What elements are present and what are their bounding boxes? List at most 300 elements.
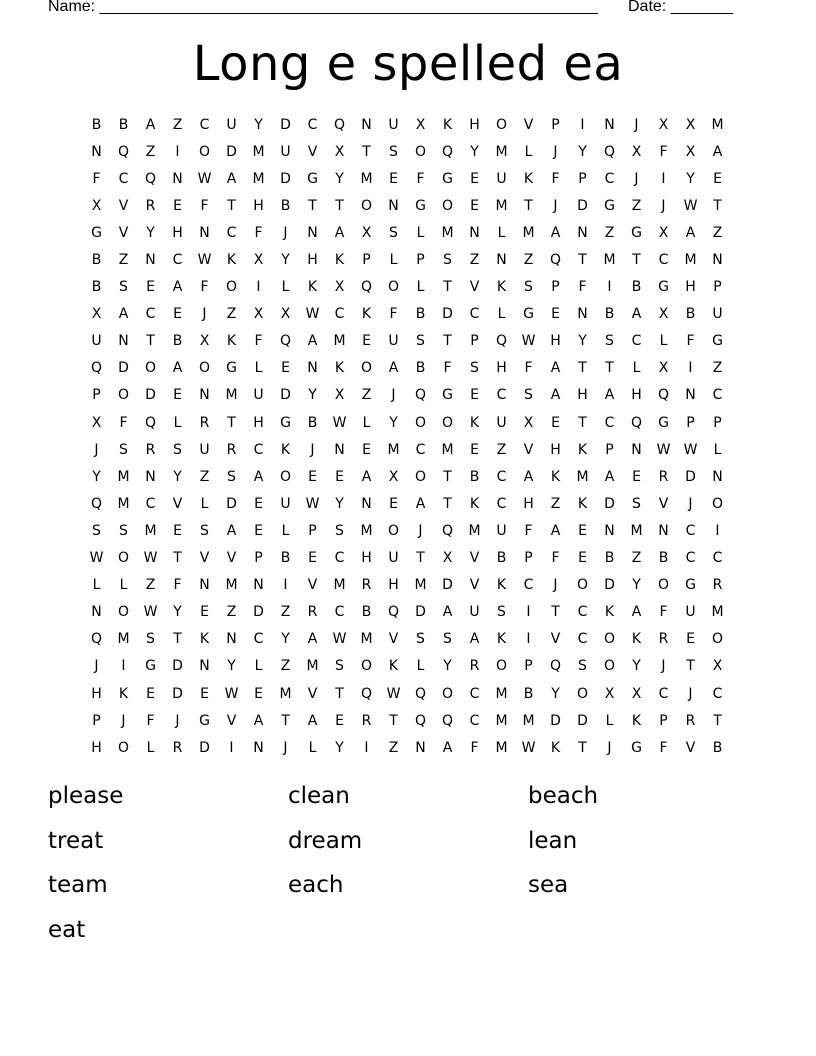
grid-letter: G bbox=[604, 197, 615, 214]
grid-letter: B bbox=[415, 306, 426, 323]
grid-letter: C bbox=[658, 252, 669, 269]
grid-letter: O bbox=[198, 360, 211, 377]
grid-letter: N bbox=[334, 441, 345, 458]
grid-letter: O bbox=[576, 685, 589, 702]
grid-letter: L bbox=[389, 252, 398, 269]
grid-letter: E bbox=[713, 170, 722, 187]
grid-letter: S bbox=[605, 333, 614, 350]
grid-letter: X bbox=[685, 116, 696, 133]
grid-letter: N bbox=[361, 495, 372, 512]
word-bank-item: eat bbox=[48, 916, 86, 943]
grid-letter: Y bbox=[335, 495, 344, 512]
grid-letter: N bbox=[199, 387, 210, 404]
grid-letter: B bbox=[469, 468, 480, 485]
grid-letter: N bbox=[199, 577, 210, 594]
grid-letter: W bbox=[656, 441, 671, 458]
grid-letter: X bbox=[253, 252, 264, 269]
grid-letter: N bbox=[91, 143, 102, 160]
grid-letter: T bbox=[578, 252, 587, 269]
grid-letter: D bbox=[145, 387, 156, 404]
grid-letter: U bbox=[469, 604, 480, 621]
grid-letter: O bbox=[360, 658, 373, 675]
grid-letter: K bbox=[226, 252, 237, 269]
grid-letter: C bbox=[712, 550, 723, 567]
grid-letter: A bbox=[550, 360, 561, 377]
grid-letter: E bbox=[551, 306, 560, 323]
grid-letter: A bbox=[307, 333, 318, 350]
grid-letter: O bbox=[441, 685, 454, 702]
grid-letter: C bbox=[604, 414, 615, 431]
grid-letter: S bbox=[443, 252, 452, 269]
grid-letter: N bbox=[685, 387, 696, 404]
grid-letter: B bbox=[604, 550, 615, 567]
grid-letter: A bbox=[361, 468, 372, 485]
grid-letter: C bbox=[469, 685, 480, 702]
grid-letter: A bbox=[172, 360, 183, 377]
grid-letter: H bbox=[496, 360, 507, 377]
grid-letter: T bbox=[524, 197, 533, 214]
grid-letter: O bbox=[279, 468, 292, 485]
grid-letter: M bbox=[279, 685, 292, 702]
grid-letter: L bbox=[632, 360, 641, 377]
grid-letter: D bbox=[226, 143, 237, 160]
grid-letter: U bbox=[496, 170, 507, 187]
grid-letter: H bbox=[685, 279, 696, 296]
grid-letter: C bbox=[172, 252, 183, 269]
grid-letter: L bbox=[416, 224, 425, 241]
grid-letter: Y bbox=[632, 658, 641, 675]
grid-letter: L bbox=[497, 306, 506, 323]
grid-letter: F bbox=[551, 550, 560, 567]
grid-letter: D bbox=[415, 604, 426, 621]
grid-letter: E bbox=[578, 550, 587, 567]
grid-letter: W bbox=[683, 441, 698, 458]
grid-letter: N bbox=[172, 170, 183, 187]
grid-letter: J bbox=[661, 658, 666, 675]
grid-letter: K bbox=[577, 441, 588, 458]
grid-letter: S bbox=[416, 631, 425, 648]
grid-letter: T bbox=[443, 495, 452, 512]
grid-letter: M bbox=[117, 631, 130, 648]
grid-letter: X bbox=[523, 414, 534, 431]
grid-letter: T bbox=[686, 658, 695, 675]
grid-letter: F bbox=[200, 279, 209, 296]
grid-letter: M bbox=[495, 712, 508, 729]
grid-letter: J bbox=[634, 116, 639, 133]
grid-letter: V bbox=[118, 224, 129, 241]
grid-letter: K bbox=[604, 604, 615, 621]
grid-letter: X bbox=[280, 306, 291, 323]
grid-letter: H bbox=[172, 224, 183, 241]
grid-letter: X bbox=[361, 224, 372, 241]
grid-letter: N bbox=[253, 739, 264, 756]
grid-letter: M bbox=[252, 143, 265, 160]
grid-letter: Q bbox=[414, 712, 427, 729]
grid-letter: Y bbox=[227, 658, 236, 675]
grid-letter: U bbox=[712, 306, 723, 323]
grid-letter: R bbox=[361, 577, 372, 594]
grid-letter: C bbox=[334, 550, 345, 567]
grid-letter: J bbox=[391, 387, 396, 404]
grid-letter: P bbox=[524, 658, 533, 675]
grid-letter: M bbox=[306, 658, 319, 675]
grid-letter: P bbox=[713, 279, 722, 296]
grid-letter: C bbox=[685, 522, 696, 539]
grid-letter: H bbox=[91, 739, 102, 756]
grid-letter: E bbox=[470, 197, 479, 214]
grid-letter: T bbox=[416, 550, 425, 567]
grid-letter: L bbox=[524, 143, 533, 160]
grid-letter: K bbox=[523, 170, 534, 187]
grid-letter: C bbox=[334, 306, 345, 323]
grid-letter: J bbox=[553, 197, 558, 214]
grid-letter: X bbox=[334, 279, 345, 296]
grid-letter: Y bbox=[146, 224, 155, 241]
grid-letter: I bbox=[607, 279, 612, 296]
grid-letter: G bbox=[685, 577, 696, 594]
grid-letter: Q bbox=[360, 279, 373, 296]
grid-letter: S bbox=[524, 279, 533, 296]
grid-letter: Y bbox=[335, 739, 344, 756]
grid-letter: N bbox=[361, 116, 372, 133]
grid-letter: F bbox=[659, 739, 668, 756]
grid-letter: S bbox=[632, 495, 641, 512]
grid-letter: Y bbox=[389, 414, 398, 431]
grid-letter: A bbox=[307, 712, 318, 729]
grid-letter: F bbox=[389, 306, 398, 323]
grid-letter: O bbox=[387, 522, 400, 539]
grid-letter: B bbox=[307, 414, 318, 431]
grid-letter: F bbox=[254, 224, 263, 241]
grid-letter: C bbox=[604, 170, 615, 187]
grid-letter: Z bbox=[199, 468, 210, 485]
grid-letter: S bbox=[578, 658, 587, 675]
grid-letter: M bbox=[441, 224, 454, 241]
grid-letter: Q bbox=[144, 414, 157, 431]
grid-letter: G bbox=[442, 170, 453, 187]
grid-letter: K bbox=[469, 414, 480, 431]
grid-letter: W bbox=[197, 252, 212, 269]
grid-letter: H bbox=[91, 685, 102, 702]
grid-letter: Q bbox=[549, 252, 562, 269]
grid-letter: P bbox=[551, 279, 560, 296]
grid-letter: T bbox=[335, 685, 344, 702]
grid-letter: J bbox=[661, 197, 666, 214]
grid-letter: W bbox=[305, 306, 320, 323]
grid-letter: P bbox=[713, 414, 722, 431]
grid-letter: I bbox=[256, 279, 261, 296]
grid-letter: Z bbox=[712, 224, 723, 241]
grid-letter: Z bbox=[631, 197, 642, 214]
grid-letter: W bbox=[332, 414, 347, 431]
grid-letter: T bbox=[578, 739, 587, 756]
grid-letter: G bbox=[631, 224, 642, 241]
grid-letter: B bbox=[280, 550, 291, 567]
grid-letter: Z bbox=[523, 252, 534, 269]
grid-letter: K bbox=[496, 577, 507, 594]
grid-letter: Z bbox=[361, 387, 372, 404]
grid-letter: A bbox=[145, 116, 156, 133]
grid-letter: M bbox=[684, 252, 697, 269]
grid-letter: F bbox=[686, 333, 695, 350]
grid-letter: D bbox=[172, 685, 183, 702]
grid-letter: T bbox=[173, 631, 182, 648]
grid-letter: L bbox=[92, 577, 101, 594]
grid-letter: D bbox=[577, 712, 588, 729]
grid-letter: D bbox=[550, 712, 561, 729]
grid-letter: K bbox=[550, 468, 561, 485]
grid-letter: E bbox=[200, 604, 209, 621]
grid-letter: I bbox=[526, 604, 531, 621]
grid-letter: C bbox=[334, 604, 345, 621]
grid-letter: Y bbox=[578, 333, 587, 350]
grid-letter: X bbox=[658, 116, 669, 133]
grid-letter: Z bbox=[604, 224, 615, 241]
grid-letter: S bbox=[119, 279, 128, 296]
grid-letter: S bbox=[389, 224, 398, 241]
grid-letter: C bbox=[712, 387, 723, 404]
grid-letter: N bbox=[307, 360, 318, 377]
grid-letter: E bbox=[362, 333, 371, 350]
grid-letter: O bbox=[387, 279, 400, 296]
grid-letter: X bbox=[631, 685, 642, 702]
grid-letter: M bbox=[252, 170, 265, 187]
grid-letter: T bbox=[389, 712, 398, 729]
grid-letter: S bbox=[92, 522, 101, 539]
grid-letter: G bbox=[658, 414, 669, 431]
grid-letter: X bbox=[91, 414, 102, 431]
grid-letter: D bbox=[685, 468, 696, 485]
grid-letter: O bbox=[603, 631, 616, 648]
grid-letter: S bbox=[119, 441, 128, 458]
grid-letter: Z bbox=[280, 658, 291, 675]
grid-letter: E bbox=[173, 522, 182, 539]
grid-letter: F bbox=[119, 414, 128, 431]
word-bank-item: dream bbox=[288, 827, 363, 854]
grid-letter: F bbox=[254, 333, 263, 350]
grid-letter: V bbox=[523, 441, 534, 458]
grid-letter: T bbox=[551, 604, 560, 621]
grid-letter: W bbox=[305, 495, 320, 512]
grid-letter: Y bbox=[281, 631, 290, 648]
grid-letter: X bbox=[631, 143, 642, 160]
grid-letter: F bbox=[146, 712, 155, 729]
grid-letter: Y bbox=[551, 685, 560, 702]
grid-letter: X bbox=[334, 387, 345, 404]
grid-letter: M bbox=[711, 116, 724, 133]
grid-letter: O bbox=[360, 197, 373, 214]
grid-letter: V bbox=[307, 577, 318, 594]
grid-letter: K bbox=[226, 333, 237, 350]
grid-letter: K bbox=[118, 685, 129, 702]
grid-letter: U bbox=[199, 441, 210, 458]
grid-letter: R bbox=[145, 197, 156, 214]
grid-letter: F bbox=[551, 170, 560, 187]
grid-letter: F bbox=[92, 170, 101, 187]
grid-letter: Q bbox=[549, 658, 562, 675]
grid-letter: E bbox=[335, 468, 344, 485]
grid-letter: I bbox=[175, 143, 180, 160]
grid-letter: T bbox=[713, 197, 722, 214]
grid-letter: Z bbox=[280, 604, 291, 621]
grid-letter: N bbox=[307, 224, 318, 241]
page-title: Long e spelled ea bbox=[192, 36, 624, 92]
grid-letter: I bbox=[661, 170, 666, 187]
grid-letter: E bbox=[470, 441, 479, 458]
grid-letter: P bbox=[92, 712, 101, 729]
grid-letter: E bbox=[470, 387, 479, 404]
grid-letter: M bbox=[360, 170, 373, 187]
grid-letter: Z bbox=[226, 306, 237, 323]
grid-letter: E bbox=[389, 170, 398, 187]
grid-letter: M bbox=[495, 739, 508, 756]
grid-letter: O bbox=[441, 197, 454, 214]
grid-letter: T bbox=[578, 360, 587, 377]
grid-letter: X bbox=[253, 306, 264, 323]
grid-letter: M bbox=[117, 495, 130, 512]
grid-letter: O bbox=[603, 658, 616, 675]
grid-letter: A bbox=[604, 387, 615, 404]
grid-letter: R bbox=[226, 441, 237, 458]
grid-letter: Y bbox=[308, 387, 317, 404]
grid-letter: E bbox=[173, 197, 182, 214]
grid-letter: K bbox=[577, 495, 588, 512]
grid-letter: A bbox=[118, 306, 129, 323]
grid-letter: Q bbox=[279, 333, 292, 350]
grid-letter: N bbox=[226, 631, 237, 648]
grid-letter: M bbox=[333, 577, 346, 594]
grid-letter: M bbox=[468, 522, 481, 539]
grid-letter: Z bbox=[631, 550, 642, 567]
grid-letter: B bbox=[685, 306, 696, 323]
grid-letter: Y bbox=[470, 143, 479, 160]
grid-letter: F bbox=[659, 604, 668, 621]
grid-letter: H bbox=[550, 441, 561, 458]
grid-letter: X bbox=[91, 197, 102, 214]
grid-letter: J bbox=[553, 143, 558, 160]
grid-letter: Z bbox=[172, 116, 183, 133]
grid-letter: P bbox=[416, 252, 425, 269]
word-bank bbox=[48, 776, 788, 954]
grid-letter: R bbox=[361, 712, 372, 729]
grid-letter: A bbox=[172, 279, 183, 296]
grid-letter: O bbox=[117, 387, 130, 404]
grid-letter: C bbox=[307, 116, 318, 133]
grid-letter: S bbox=[416, 333, 425, 350]
grid-letter: Q bbox=[441, 522, 454, 539]
grid-letter: C bbox=[415, 441, 426, 458]
grid-letter: O bbox=[144, 360, 157, 377]
grid-letter: M bbox=[117, 468, 130, 485]
grid-letter: M bbox=[711, 604, 724, 621]
grid-letter: E bbox=[146, 685, 155, 702]
grid-letter: J bbox=[283, 739, 288, 756]
grid-letter: V bbox=[550, 631, 561, 648]
grid-letter: L bbox=[308, 739, 317, 756]
grid-letter: D bbox=[442, 306, 453, 323]
grid-letter: E bbox=[281, 360, 290, 377]
grid-letter: D bbox=[280, 116, 291, 133]
grid-letter: U bbox=[280, 495, 291, 512]
grid-letter: C bbox=[145, 306, 156, 323]
grid-letter: E bbox=[308, 550, 317, 567]
grid-letter: T bbox=[308, 197, 317, 214]
grid-letter: P bbox=[659, 712, 668, 729]
grid-letter: K bbox=[496, 631, 507, 648]
grid-letter: S bbox=[227, 468, 236, 485]
grid-letter: S bbox=[173, 441, 182, 458]
grid-letter: N bbox=[199, 224, 210, 241]
grid-letter: J bbox=[418, 522, 423, 539]
grid-letter: Q bbox=[360, 685, 373, 702]
grid-letter: H bbox=[388, 577, 399, 594]
grid-letter: S bbox=[335, 658, 344, 675]
word-bank-item: please bbox=[48, 783, 124, 809]
grid-letter: G bbox=[91, 224, 102, 241]
grid-letter: Q bbox=[441, 143, 454, 160]
word-bank-item: team bbox=[48, 872, 108, 898]
grid-letter: B bbox=[712, 739, 723, 756]
grid-letter: D bbox=[280, 170, 291, 187]
grid-letter: L bbox=[416, 658, 425, 675]
grid-letter: Z bbox=[496, 441, 507, 458]
grid-letter: Z bbox=[118, 252, 129, 269]
grid-letter: H bbox=[253, 197, 264, 214]
grid-letter: X bbox=[415, 116, 426, 133]
grid-letter: G bbox=[280, 414, 291, 431]
grid-letter: M bbox=[495, 685, 508, 702]
grid-letter: L bbox=[659, 333, 668, 350]
grid-letter: S bbox=[443, 631, 452, 648]
grid-letter: E bbox=[551, 414, 560, 431]
grid-letter: Z bbox=[712, 360, 723, 377]
grid-letter: F bbox=[416, 170, 425, 187]
grid-letter: O bbox=[414, 414, 427, 431]
grid-letter: T bbox=[362, 143, 371, 160]
word-bank-item: clean bbox=[288, 783, 350, 809]
grid-letter: W bbox=[683, 197, 698, 214]
grid-letter: N bbox=[415, 739, 426, 756]
grid-letter: G bbox=[712, 333, 723, 350]
grid-letter: O bbox=[117, 604, 130, 621]
grid-letter: U bbox=[496, 414, 507, 431]
grid-letter: F bbox=[200, 197, 209, 214]
grid-letter: B bbox=[118, 116, 129, 133]
grid-letter: M bbox=[522, 224, 535, 241]
grid-letter: S bbox=[335, 522, 344, 539]
grid-letter: Y bbox=[254, 116, 263, 133]
grid-letter: Y bbox=[173, 604, 182, 621]
grid-letter: T bbox=[173, 550, 182, 567]
grid-letter: F bbox=[443, 360, 452, 377]
grid-letter: A bbox=[226, 170, 237, 187]
grid-letter: I bbox=[715, 522, 720, 539]
grid-letter: I bbox=[229, 739, 234, 756]
grid-letter: K bbox=[550, 739, 561, 756]
grid-letter: S bbox=[524, 387, 533, 404]
grid-letter: B bbox=[361, 604, 372, 621]
grid-letter: H bbox=[253, 414, 264, 431]
grid-letter: U bbox=[685, 604, 696, 621]
grid-letter: L bbox=[254, 658, 263, 675]
grid-letter: F bbox=[470, 739, 479, 756]
grid-letter: G bbox=[226, 360, 237, 377]
grid-letter: V bbox=[172, 495, 183, 512]
grid-letter: U bbox=[388, 116, 399, 133]
grid-letter: C bbox=[631, 333, 642, 350]
grid-letter: C bbox=[577, 604, 588, 621]
grid-letter: A bbox=[253, 468, 264, 485]
